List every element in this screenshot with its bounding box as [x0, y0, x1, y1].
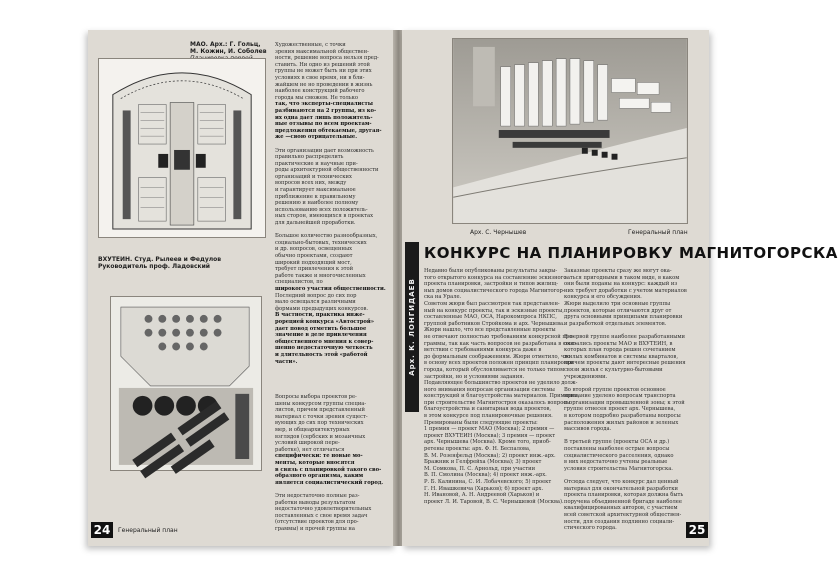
text-line: конкурса и его обсуждения. [564, 294, 642, 301]
text-line: ные отзывы по всем проектам- [275, 121, 372, 128]
text-line: Р. Б. Калинина, С. И. Лобачевского; 5) проект [424, 479, 552, 485]
text-line [275, 141, 387, 148]
aerial-model-drawing [453, 39, 687, 223]
text-line: группой работников Стройкома и арх. Чернышева. [424, 320, 565, 327]
text-line: формами предыдущих конкурсов. [275, 305, 369, 312]
text-line: Советом жюри был рассмотрен так представлен- [424, 300, 560, 307]
text-line: проекта планировки, застройки и типов жилищ- [424, 281, 559, 288]
text-line: общественного мнения к совер- [275, 338, 374, 345]
text-line: составленные МАО, ОСА, Нарокомпроса НКПС, [424, 314, 557, 321]
text-line: В. П. Смолина (Москва); 4) проект инж.-арх. [424, 472, 547, 479]
aerial-model-photo [452, 38, 688, 224]
text-line: организаций и технических [275, 173, 352, 180]
text-line: в связь с планировкой такого сво- [275, 466, 382, 473]
left-text-column [275, 42, 387, 365]
text-line: Большое количество разнообразных, [275, 233, 378, 240]
text-line: правильно распределить [275, 154, 344, 161]
text-line: проект Л. И. Таровой, В. С. Чернышевой (Москва). [424, 498, 564, 505]
text-line: значение в деле привлечения [275, 332, 367, 339]
text-line: является социалистический город. [275, 479, 384, 486]
text-line: в основу всех проектов положен принцип планировки [424, 360, 574, 367]
text-line: вопросов всех них, между [275, 180, 347, 187]
text-line: поставленных с свое время задач [275, 512, 368, 519]
text-line: внимание уделено вопросам транспорта [564, 393, 676, 400]
text-line: и др. вопросов, освещенных [275, 246, 352, 253]
text-line [275, 486, 387, 493]
text-line: не отвечают полностью требованиям конкурсной про- [424, 333, 575, 340]
text-line: образного организма, каким [275, 473, 364, 480]
text-line: причем проекты дают интересные решения [564, 360, 686, 367]
text-line: недостаточно удовлетворительных [275, 506, 372, 513]
right-text-column-2 [564, 268, 696, 532]
text-line: при строительстве Магнитостроя оказалось вопросы [424, 399, 571, 406]
text-line: взглядов (сербских и мозаичных [275, 433, 366, 440]
text-line: роды архитектурной общественности [275, 167, 379, 174]
page-number-24: 24 [91, 522, 113, 538]
text-line: практические и научные при- [275, 160, 358, 167]
text-line: оказались проекты МАО и ВХУТЕИН, в [564, 340, 673, 347]
text-line: менты, которые вносятся [275, 459, 355, 466]
text-line: же —свою отрицательные. [275, 134, 358, 141]
text-line: ретены проекты: арх. Ф. Н. Беспалова, [424, 446, 531, 453]
text-line: условий широкой пере- [275, 440, 340, 447]
text-line: Недавно были опубликованы результаты закры- [424, 268, 558, 274]
text-line: В третьей группе (проекты ОСА и др.) [564, 439, 670, 446]
text-line [564, 380, 696, 387]
text-line: (отсутствие проектов для про- [275, 519, 359, 526]
text-line [564, 472, 696, 479]
text-line [564, 327, 696, 334]
text-line: условия строительства Магнитогорска. [564, 465, 673, 472]
text-line: зрения максимальной обществен- [275, 48, 369, 55]
site-plan-first-phase [98, 58, 266, 238]
text-line: М. Сомкова, П. С. Арнольд, при участии [424, 465, 536, 472]
text-line: до формальным соображениям. Жюри отметило, что [424, 353, 571, 360]
text-line: поручена объединенной бригаде наиболее [564, 498, 682, 505]
caption-vhutein [98, 256, 248, 270]
text-line: заться пригодными в таком виде, в каком [564, 274, 680, 281]
text-line: вующих до сих пор технических [275, 420, 364, 427]
text-line: ности, для создания подлинно социали- [564, 518, 675, 525]
text-line: ветствии с требованиями конкурса даже в [424, 347, 542, 354]
text-line: для дальнейшей проработки. [275, 220, 356, 227]
text-line: Во второй группе проектов основное [564, 386, 666, 393]
text-line: разбиваются на 2 группы, из ко- [275, 107, 377, 114]
author-vertical-text: Арх. К. ЛОНГИДАЕВ [408, 278, 416, 376]
text-line: проект ВХУТЕИН (Москва); 3 премия — проект [424, 432, 556, 439]
text-line: социально-бытовых, технических [275, 239, 367, 246]
text-line: Эти организации дает возможность [275, 147, 374, 154]
caption-vhutein-line2: Руководитель проф. Ладовский [98, 263, 211, 270]
text-line: Премированы были следующие проекты: [424, 419, 538, 426]
text-line: работки выводы результатом [275, 499, 356, 506]
caption-chernyshev: Арх. С. Чернышев [470, 229, 527, 236]
text-line: в них недостаточно учтены реальные [564, 459, 668, 466]
text-line: Вопросы выбора проектов ре- [275, 394, 357, 400]
text-line: шены конкурсом группы специа- [275, 400, 367, 407]
text-line: так, что эксперты-специалисты [275, 101, 373, 108]
text-line: них требует доработки с учетом материалов [564, 287, 687, 294]
text-line: поставлены наиболее острые вопросы [564, 446, 670, 453]
text-line: всей советской архитектурной обществен- [564, 511, 682, 518]
text-line: жилых комбинатов и системы кварталов, [564, 353, 678, 360]
text-line: проектов, которые отличаются друг от [564, 307, 672, 314]
text-line: приближение к правильному [275, 193, 356, 200]
text-line: наиболее конструкций рабочего [275, 88, 365, 95]
text-line: предложения обтекаемые, другая- [275, 127, 382, 134]
text-line: расположения жилых районов и зеленых [564, 419, 679, 426]
text-line: дает повод отметить большое [275, 325, 367, 332]
text-line: Н. Ивановой, А. Н. Андреевой (Харьков) и [424, 492, 540, 499]
text-line: Жюри нашло, что все представленные проекты [424, 327, 556, 334]
text-line: Отсюда следует, что конкурс дал ценный [564, 479, 679, 485]
text-line: и разработкой отдельных элементов. [564, 320, 667, 327]
text-line: Г. Н. Ивашкевича (Харьков); 6) проект арх. [424, 485, 544, 492]
text-line: города мы сможем. Не только [275, 94, 358, 101]
text-line: которых план города решен сочетанием [564, 347, 676, 354]
article-headline: КОНКУРС НА ПЛАНИРОВКУ МАГНИТОГОРСКА [424, 244, 838, 262]
text-line: Эти недостаточно полные раз- [275, 492, 360, 499]
text-line: части». [275, 358, 298, 365]
text-line: группе отнесен проект арх. Чернышева, [564, 406, 676, 413]
text-line: Последний вопрос до сих пор [275, 292, 357, 299]
caption-general-plan-left: Генеральный план [118, 527, 178, 534]
text-line: обычно проектами, создают [275, 253, 353, 259]
text-line: В частности, практика инже- [275, 312, 365, 319]
text-line: 1 премия — проект МАО (Москва); 2 премия — [424, 426, 555, 433]
text-line: граммы) и прочей группы на [275, 525, 355, 532]
text-line: Бражник и Гелфрейха (Москва); 3) проект [424, 459, 542, 466]
text-line: их одна дает лишь положитель- [275, 114, 373, 121]
text-line: и организации промышленной зоны; к этой [564, 399, 685, 406]
text-line: проекта планировки, которая должна быть [564, 492, 684, 499]
text-line: условиях в свое время, ни в бли- [275, 74, 365, 81]
text-line: они были поданы на конкурс: каждый из [564, 281, 678, 288]
text-line: социалистического расселения, однако [564, 452, 674, 459]
text-line: учреждениями. [564, 373, 608, 380]
text-line: ного внимания вопросам организации системы [424, 386, 555, 393]
text-line: материал для окончательной разработки [564, 485, 678, 492]
text-line: того открытого конкурса на составление эскизного [424, 274, 567, 281]
caption-general-plan-right: Генеральный план [628, 229, 688, 236]
text-line: материал с точки зрения сущест- [275, 413, 368, 420]
text-line: В первой группе наиболее разработанными [564, 333, 685, 340]
text-line: В. М. Розенфельд (Москва); 2) проект инж.-арх. [424, 452, 556, 459]
text-line: рорецией конкурса «Автострой» [275, 318, 374, 325]
text-line: ставить. Ни одно из решений этой [275, 61, 371, 68]
text-line: решению и наиболее полному [275, 200, 359, 207]
caption-mao-line1: MAO. Арх.: Г. Гольц, М. Кожин, И. Соболев [190, 41, 267, 55]
right-text-column-1 [424, 268, 580, 505]
text-line: группы не может быть ни при этих [275, 68, 372, 75]
site-plan-drawing [99, 59, 265, 237]
text-line: широкого участия общественности. [275, 285, 386, 292]
text-line: мер, и общеархитектурных [275, 426, 350, 433]
text-line: стического города. [564, 525, 617, 532]
author-vertical-label [405, 242, 419, 412]
page-number-25: 25 [686, 522, 708, 538]
caption-vhutein-line1: ВХУТЕИН. Студ. Рылеев и Федулов [98, 256, 222, 263]
text-line: мало освещался различными [275, 299, 356, 306]
text-line: ска на Урале. [424, 294, 462, 301]
text-line: в котором подробно разработаны вопросы [564, 413, 681, 420]
text-line: Художественные, с точки [275, 42, 346, 48]
text-line: ных домов социалистического города Магнитогор- [424, 287, 565, 294]
text-line: массивов города. [564, 426, 612, 433]
text-line: работе также и многочисленных [275, 272, 366, 279]
text-line: и гарантирует максимальное [275, 187, 356, 194]
left-text-column-2 [275, 394, 387, 532]
text-line: использованию всех положитель- [275, 206, 368, 213]
text-line: шенно недостаточную четкость [275, 345, 373, 352]
text-line: листов, причем представленный [275, 407, 365, 414]
text-line: широкий подходящий мост, [275, 259, 352, 266]
text-line: города, который обусловливается не только типом [424, 366, 565, 373]
text-line: квалифицированных авторов, с участием [564, 505, 678, 512]
text-line: Жюри выделило три основные группы [564, 300, 671, 307]
text-line: требует привлечения к этой [275, 266, 354, 273]
general-plan-vhutein [110, 296, 262, 471]
general-plan-drawing [111, 297, 261, 470]
text-line: ный на конкурс проекты, так и эскизные проекты, [424, 307, 564, 314]
text-line: арх. Чернышева (Москва). Кроме того, приоб- [424, 439, 551, 446]
text-line: застройки, но и условиями задания. [424, 373, 525, 380]
text-line: конструкций и благоустройства материалов. Примерно, [424, 393, 580, 400]
text-line: специфически: те новые мо- [275, 453, 363, 460]
text-line: Заказные проекты сразу же могут ока- [564, 268, 672, 274]
text-line: и длительность этой «работой [275, 351, 368, 358]
text-line: ности, решение вопроса нельзя пред- [275, 55, 379, 62]
text-line: граммы, так как часть вопросов не разработана в соот- [424, 340, 577, 347]
text-line: Подавляющее большинство проектов не уделило долж- [424, 380, 578, 387]
text-line: друга основными принципами планировки [564, 314, 683, 321]
text-line: жайшем не но проведении в жизнь [275, 81, 373, 88]
text-line: в этом конкурсе под планировочные решения. [424, 413, 553, 420]
text-line: связи жилья с культурно-бытовыми [564, 366, 663, 373]
text-line: специалистов, по [275, 279, 323, 286]
text-line: благоустройства и санитарная вода проектов, [424, 406, 552, 413]
text-line: работке), нет отличаться [275, 446, 345, 453]
text-line: ных сторон, имеющихся в проектах [275, 213, 374, 220]
